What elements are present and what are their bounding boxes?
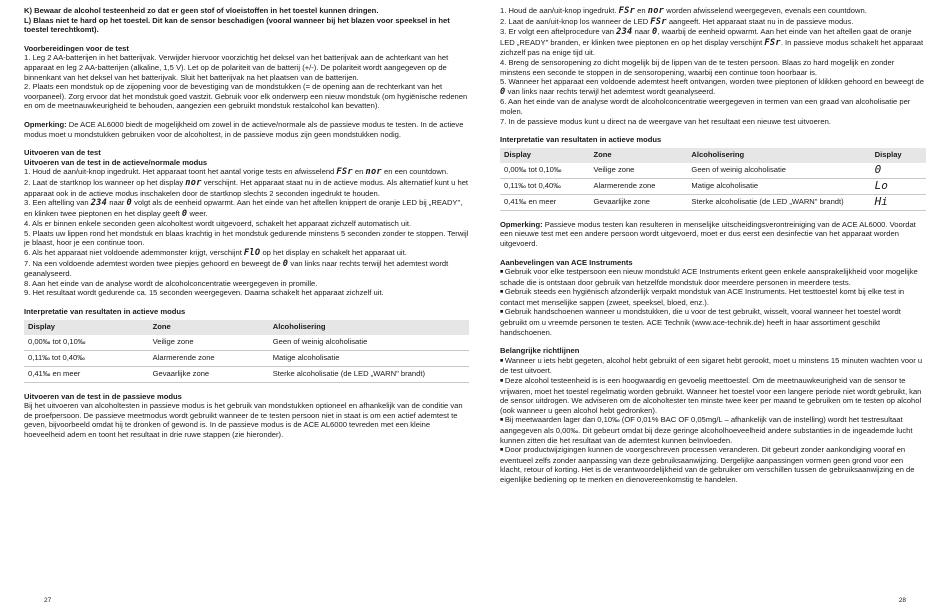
page-number-right: 28 [898,597,906,605]
countdown-display-symbol: 234 [90,198,108,209]
active-step-1: 1. Houd de aan/uit-knop ingedrukt. Het apparaat toont het aantal vorige tests en afwisselend FSr en nor en een countdown. [24,167,449,178]
display-reading: Hi [871,194,926,210]
table-header: Display [500,148,589,163]
table-cell: 0,11‰ tot 0,40‰ [500,178,589,194]
passive-step-6: 6. Aan het einde van de analyse wordt de alcoholconcentratie weergegeven in termen van een graad van alcoholisatie per molen. [500,97,911,116]
note-active-passive: Opmerking: De ACE AL6000 biedt de mogelijkheid om zowel in de actieve/normale als de passieve modus te testen. In de actieve modus moet u mondstukken gebruiken voor de alcoholtest, in de passieve modus zijn geen mondstukken nodig. [24,119,464,139]
passive-step-3: 3. Er volgt een aftelprocedure van 234 naar 0, waarbij de eenheid opwarmt. Aan het einde van het aftellen gaat de oranje LED „READY" branden, er klinken twee pieptonen en op het display verschijnt FSr. In passieve modus schakelt het apparaat zichzelf pas na enige tijd uit. [500,27,924,58]
right-column [500,6,926,485]
table-cell: Veilige zone [589,163,687,179]
note-passive-hygiene: Opmerking: Passieve modus testen kan resulteren in menselijke uitscheidingsverontreiniging van de ACE AL6000. Voordat een nieuwe test met een andere persoon wordt uitgevoerd, moet er dus eerst een desinfectie van het apparaat worden uitgevoerd. [500,219,916,248]
passive-step-7: 7. In de passieve modus kunt u direct na de weergave van het resultaat een nieuwe test uitvoeren. [500,116,831,126]
active-step-9: 9. Het resultaat wordt gedurende ca. 15 seconden weergegeven. Daarna schakelt het apparaat zichzelf uit. [24,288,384,298]
table-cell: Gevaarlijke zone [589,194,687,210]
right-page [500,0,926,611]
paragraph-k: K) Bewaar de alcohol testeenheid zo dat er geen stof of vloeistoffen in het toestel kunnen dringen. [24,6,379,15]
guidelines-heading: Belangrijke richtlijnen [500,346,580,356]
table-cell: 0,41‰ en meer [500,194,589,210]
table-cell: Matige alcoholisatie [269,350,469,366]
recommendations-heading: Aanbevelingen van ACE Instruments [500,257,633,267]
recommendation-item: ■ Gebruik handschoenen wanneer u mondstukken, die u voor de test gebruikt, wisselt, vooral wanneer het toestel wordt gebruikt om u vreemde personen te testen. ACE Technik (www.ace-technik.de) heeft in haar assortiment geschikt handschoenen. [500,307,926,337]
table-cell: Matige alcoholisatie [687,178,870,194]
table-header: Alcoholisering [269,320,469,335]
table-header: Alcoholisering [687,148,870,163]
fsr-display-symbol: FSr [336,167,353,178]
guideline-item: ■ Door productwijzigingen kunnen de voorgeschreven processen veranderen. Dit gebeurt zonder aankondiging vooraf en eventueel zelfs zonder aanpassing van deze gebruiksaanwijzing. Dergelijke aanpassingen vormen geen grond voor een klacht, retour of korting. Het is de verantwoordelijkheid van de gebruiker om verschillen tussen de gebruiksaanwijzing en de eigenlijke bediening op te merken en dienovereenkomstig te handelen. [500,445,926,484]
exec-active-heading: Uitvoeren van de test in de actieve/normale modus [24,157,208,167]
table-row [24,366,469,382]
prep-step-1: 1. Leg 2 AA-batterijen in het batterijvak. Verwijder hiervoor voorzichtig het deksel van het batterijvak aan de achterkant van het apparaat en leg 2 AA-batterijen (alkaline, 1,5 V). Let op de polariteit van de batterij (+/-). De polariteit wordt aangegeven op de binnenkant van het deksel van het batterijvak. Sluit het batterijvak na het plaatsen van de batterijen. [24,53,449,82]
table-row [24,350,469,366]
nor-display-symbol: nor [185,177,202,188]
countdown-display-symbol: 234 [616,27,633,38]
active-step-5: 5. Plaats uw lippen rond het mondstuk en blaas krachtig in het mondstuk gedurende minstens 5 seconden zonder te stoppen. Terwijl je blaast, hoor je een continue toon. [24,228,469,248]
table-header: Zone [589,148,687,163]
active-step-4: 4. Als er binnen enkele seconden geen alcoholtest wordt uitgevoerd, schakelt het apparaat zichzelf automatisch uit. [24,219,412,229]
results-table-active [24,320,469,383]
active-step-7: 7. Na een voldoende ademtest worden twee piepjes gehoord en beweegt de 0 van links naar rechts terwijl het ademtest wordt geanalyseerd. [24,258,449,279]
flo-display-symbol: FlO [243,248,261,259]
exec-heading: Uitvoeren van de test [24,148,101,158]
table-cell: Geen of weinig alcoholisatie [687,163,870,179]
interp-heading: Interpretatie van resultaten in actieve modus [24,307,186,317]
zero-display-symbol: 0 [651,27,658,38]
active-step-3: 3. Een aftelling van 234 naar 0 volgt als de eenheid opwarmt. Aan het einde van het aftellen knippert de oranje LED bij „READY", en klinken twee pieptonen en het display geeft 0 weer. [24,198,463,219]
table-cell: Sterke alcoholisatie (de LED „WARN" brandt) [269,366,469,382]
table-cell: Sterke alcoholisatie (de LED „WARN" brandt) [687,194,870,210]
table-cell: Geen of weinig alcoholisatie [269,335,469,351]
fsr-display-symbol: FSr [650,16,667,27]
table-header-row [24,320,469,335]
zero-display-symbol: 0 [500,86,506,97]
table-row [24,335,469,351]
results-table-passive [500,148,926,211]
guideline-item: ■ Wanneer u iets hebt gegeten, alcohol hebt gebruikt of een sigaret hebt gerookt, moet u minstens 15 minuten wachten voor u de test uitvoert. [500,356,926,376]
passive-heading: Uitvoeren van de test in de passieve modus [24,391,182,401]
fsr-display-symbol: FSr [618,6,636,16]
zero-display-symbol: 0 [126,198,133,209]
page-number-left: 27 [44,597,52,605]
guideline-item: ■ Bij meetwaarden lager dan 0,10‰ (OF 0,01% BAC OF 0,05mg/L – afhankelijk van de instelling) wordt het testresultaat aangegeven als 0,00‰. Dit gebeurt omdat bij deze geringe alcoholhoeveelheid andere substanties in de ingeademde lucht kunnen zitten die het resultaat van de ademtest kunnen beïnvloeden. [500,415,926,445]
table-row [500,194,926,210]
display-reading: 0 [871,163,926,179]
active-step-8: 8. Aan het einde van de analyse wordt de alcoholconcentratie weergegeven in promille. [24,278,318,288]
passive-intro: Bij het uitvoeren van alcoholtesten in passieve modus is het gebruik van mondstukken optioneel en afhankelijk van de conditie van de proefpersoon. De passieve meetmodus wordt gebruikt wanneer de te testen persoon niet in staat is om een actief ademtest te geven, bijvoorbeeld omdat hij te dronken of gewond is. In de passieve modus is de ACE AL6000 tevreden met een kleine hoeveelheid adem en toont het resultaat in drie ruwe stappen (zie hieronder). [24,401,463,439]
table-header: Display [24,320,149,335]
table-cell: Alarmerende zone [589,178,687,194]
left-column [24,6,469,440]
guideline-item: ■ Deze alcohol testeenheid is is een hoogwaardig en gevoelig meettoestel. Om de meetnauwkeurigheid van de sensor te vrijwaren, moet het toestel regelmatig worden gebruikt. Wanneer het toestel voor een langere periode niet wordt gebruikt, kan de sensor uitdrogen. We adviseren om de alcoholtester ten minste twee keer per maand te gebruiken om te testen op alcohol (ook wanneer u geen alcohol hebt gedronken). [500,376,926,415]
zero-display-symbol: 0 [282,258,289,269]
recommendation-item: ■ Gebruik voor elke testpersoon een nieuw mondstuk! ACE Instruments erkent geen enkele aansprakelijkheid voor mogelijke schade die is ontstaan door gebruik van hetzelfde mondstuk door meerdere personen in meerdere tests. [500,267,926,287]
passive-step-4: 4. Breng de sensoropening zo dicht mogelijk bij de lippen van de te testen persoon. Blaas zo hard mogelijk en zonder minstens een seconde te stoppen in de sensoropening, waarbij een continue toon hoorbaar is. [500,57,895,77]
active-step-6: 6. Als het apparaat niet voldoende ademmonster krijgt, verschijnt FlO op het display en schakelt het apparaat uit. [24,248,407,259]
table-cell: Gevaarlijke zone [149,366,269,382]
display-reading: Lo [871,178,926,194]
table-cell: 0,41‰ en meer [24,366,149,382]
nor-display-symbol: nor [365,167,382,178]
prep-step-2: 2. Plaats een mondstuk op de zijopening voor de bevestiging van de mondstukken (= de opening aan de rechterkant van het voorpaneel). Zorg ervoor dat het mondstuk goed vastzit. Gebruik voor elk onderwerp een nieuw mondstuk (om hygiënische redenen en om de meetnauwkeurigheid te behouden, aangezien een gebruikt mondstuk restalcohol kan bevatten). [24,82,468,111]
interp-heading: Interpretatie van resultaten in actieve modus [500,135,662,145]
table-cell: Alarmerende zone [149,350,269,366]
recommendation-item: ■ Gebruik steeds een hygiënisch afzonderlijk verpakt mondstuk van ACE Instruments. Het testtoestel komt bij elke test in contact met menselijke sappen (zweet, speeksel, bloed, enz.). [500,287,926,307]
table-cell: Veilige zone [149,335,269,351]
table-cell: 0,00‰ tot 0,10‰ [24,335,149,351]
table-header: Zone [149,320,269,335]
zero-display-symbol: 0 [181,208,188,219]
table-header: Display [871,148,926,163]
table-row [500,178,926,194]
fsr-display-symbol: FSr [764,37,781,48]
left-page [24,0,469,611]
passive-step-1: 1. Houd de aan/uit-knop ingedrukt. FSr en nor worden afwisselend weergegeven, evenals een countdown. [500,6,867,16]
nor-display-symbol: nor [647,6,665,16]
table-row [500,163,926,179]
active-step-2: 2. Laat de startknop los wanneer op het display nor verschijnt. Het apparaat staat nu in de actieve modus. Als alternatief kunt u het apparaat ook in de actieve modus inschakelen door de startknop slechts 2 seconden ingedrukt te houden. [24,177,469,198]
prep-heading: Voorbereidingen voor de test [24,43,129,53]
paragraph-l: L) Blaas niet te hard op het toestel. Dit kan de sensor beschadigen (vooral wanneer bij het blazen voor speeksel in het toestel terechtkomt). [24,15,450,35]
passive-step-5: 5. Wanneer het apparaat een voldoende ademtest heeft ontvangen, worden twee pieptonen of klikken gehoord en beweegt de 0 van links naar rechts terwijl het ademtest wordt geanalyseerd. [500,77,925,97]
table-header-row [500,148,926,163]
table-cell: 0,11‰ tot 0,40‰ [24,350,149,366]
table-cell: 0,00‰ tot 0,10‰ [500,163,589,179]
passive-step-2: 2. Laat de aan/uit-knop los wanneer de LED FSr aangeeft. Het apparaat staat nu in de passieve modus. [500,16,854,27]
